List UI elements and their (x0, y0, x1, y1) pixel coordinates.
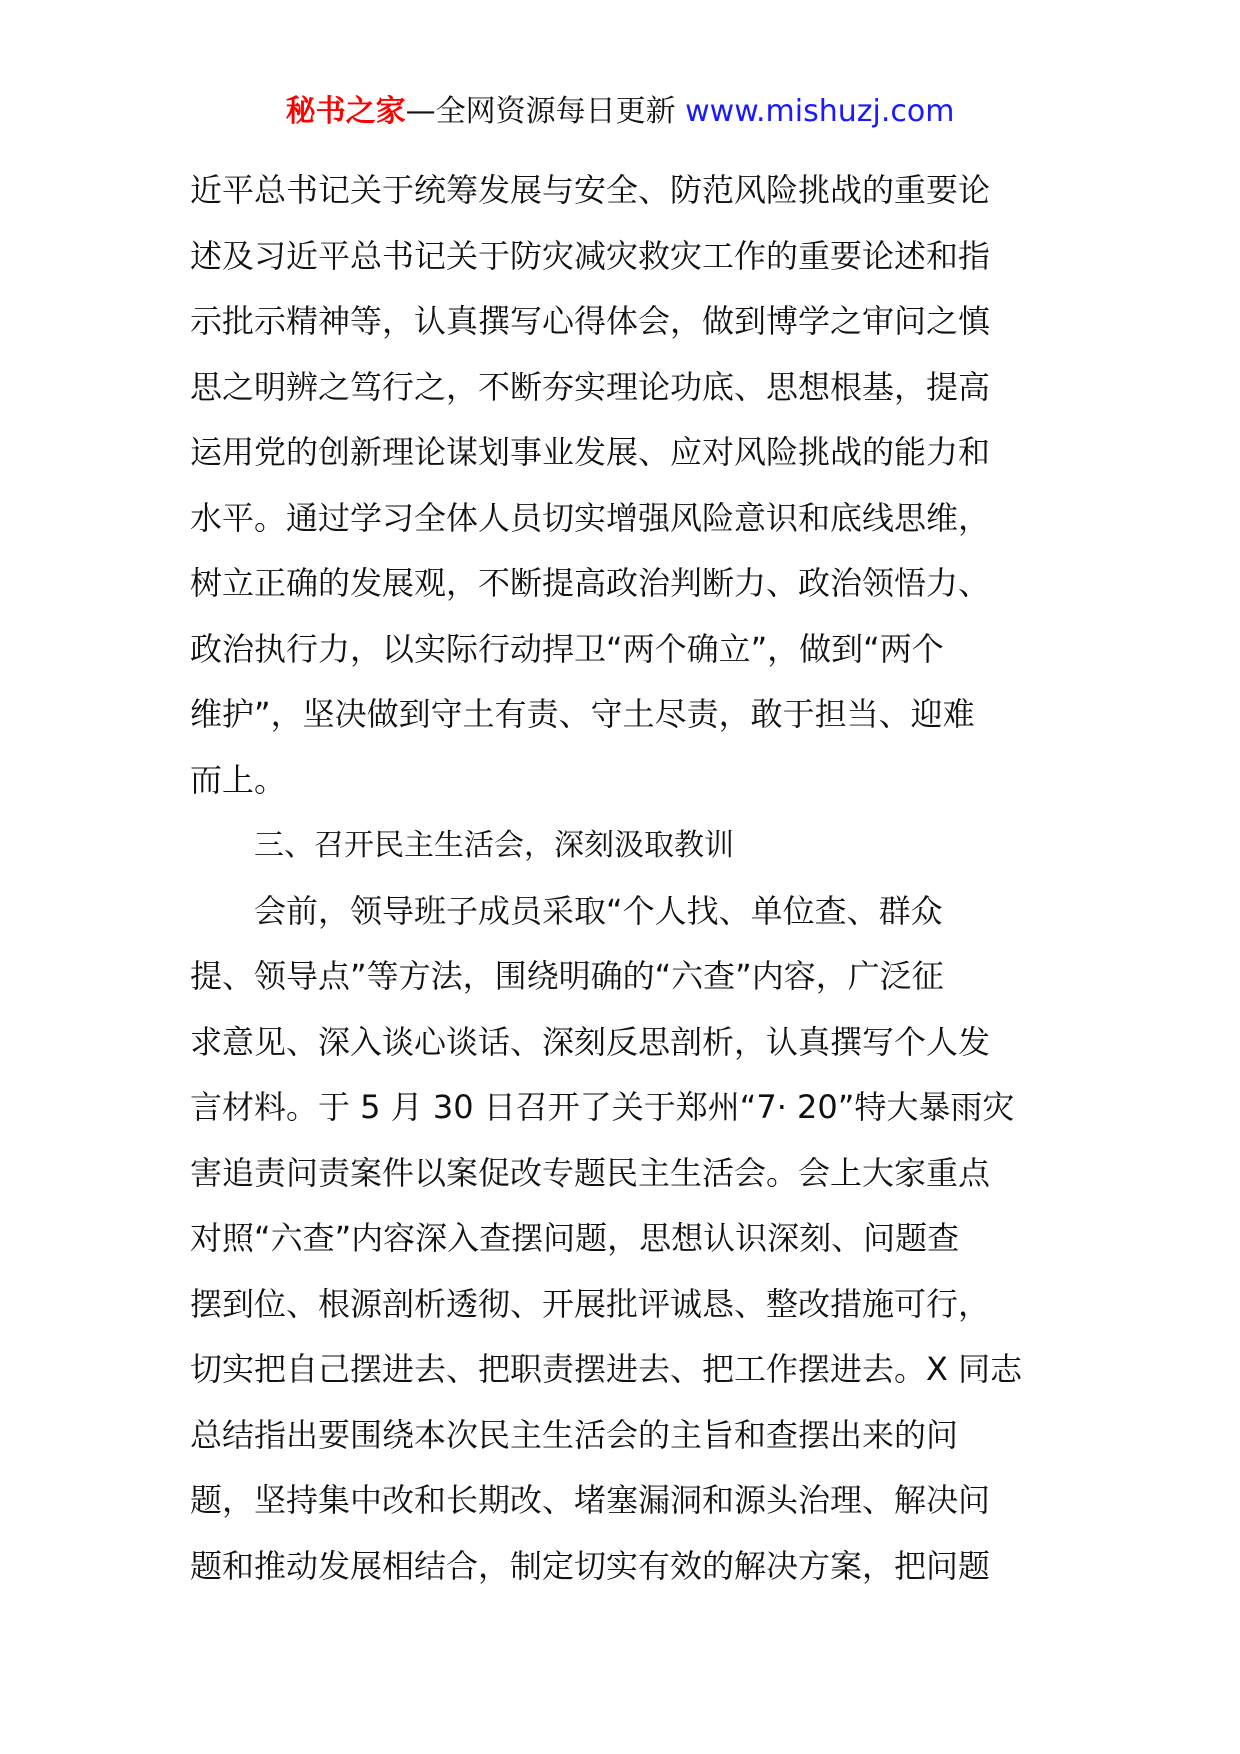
text-line: 求意见、深入谈心谈话、深刻反思剖析，认真撰写个人发 (190, 1022, 991, 1061)
section-heading: 三、召开民主生活会，深刻汲取教训 (254, 828, 734, 863)
text-line: 提、领导点”等方法，围绕明确的“六查”内容，广泛征 (190, 957, 944, 995)
text-line: 水平。通过学习全体人员切实增强风险意识和底线思维， (190, 498, 991, 537)
site-header (0, 92, 1240, 132)
site-url-link[interactable]: www.mishuzj.com (685, 94, 955, 129)
brand-name: 秘书之家 (285, 94, 406, 129)
text-line: 切实把自己摆进去、把职责摆进去、把工作摆进去。X 同志 (190, 1350, 1023, 1388)
text-line: 思之明辨之笃行之，不断夯实理论功底、思想根基，提高 (190, 367, 991, 406)
text-line: 近平总书记关于统筹发展与安全、防范风险挑战的重要论 (190, 171, 991, 209)
text-line: 运用党的创新理论谋划事业发展、应对风险挑战的能力和 (190, 433, 991, 471)
text-line: 述及习近平总书记关于防灾减灾救灾工作的重要论述和指 (190, 236, 991, 275)
text-line: 对照“六查”内容深入查摆问题，思想认识深刻、问题查 (190, 1219, 960, 1257)
text-line: 题和推动发展相结合，制定切实有效的解决方案，把问题 (190, 1546, 991, 1585)
text-line: 总结指出要围绕本次民主生活会的主旨和查摆出来的问 (190, 1415, 959, 1454)
header-tagline: —全网资源每日更新 (405, 94, 676, 129)
text-line: 维护”，坚决做到守土有责、守土尽责，敢于担当、迎难 (190, 695, 975, 733)
text-line: 害追责问责案件以案促改专题民主生活会。会上大家重点 (190, 1153, 991, 1192)
text-line: 示批示精神等，认真撰写心得体会，做到博学之审问之慎 (190, 302, 991, 340)
text-line: 题，坚持集中改和长期改、堵塞漏洞和源头治理、解决问 (190, 1481, 991, 1519)
text-line: 言材料。于 5 月 30 日召开了关于郑州“7· 20”特大暴雨灾 (190, 1088, 1015, 1126)
paragraph-first-line: 会前，领导班子成员采取“个人找、单位查、群众 (254, 891, 943, 930)
text-line: 树立正确的发展观，不断提高政治判断力、政治领悟力、 (190, 564, 991, 602)
text-line: 而上。 (190, 760, 287, 799)
text-line: 摆到位、根源剖析透彻、开展批评诚恳、整改措施可行， (190, 1284, 991, 1323)
text-line: 政治执行力，以实际行动捍卫“两个确立”，做到“两个 (190, 629, 944, 668)
document-body (190, 158, 1060, 1599)
